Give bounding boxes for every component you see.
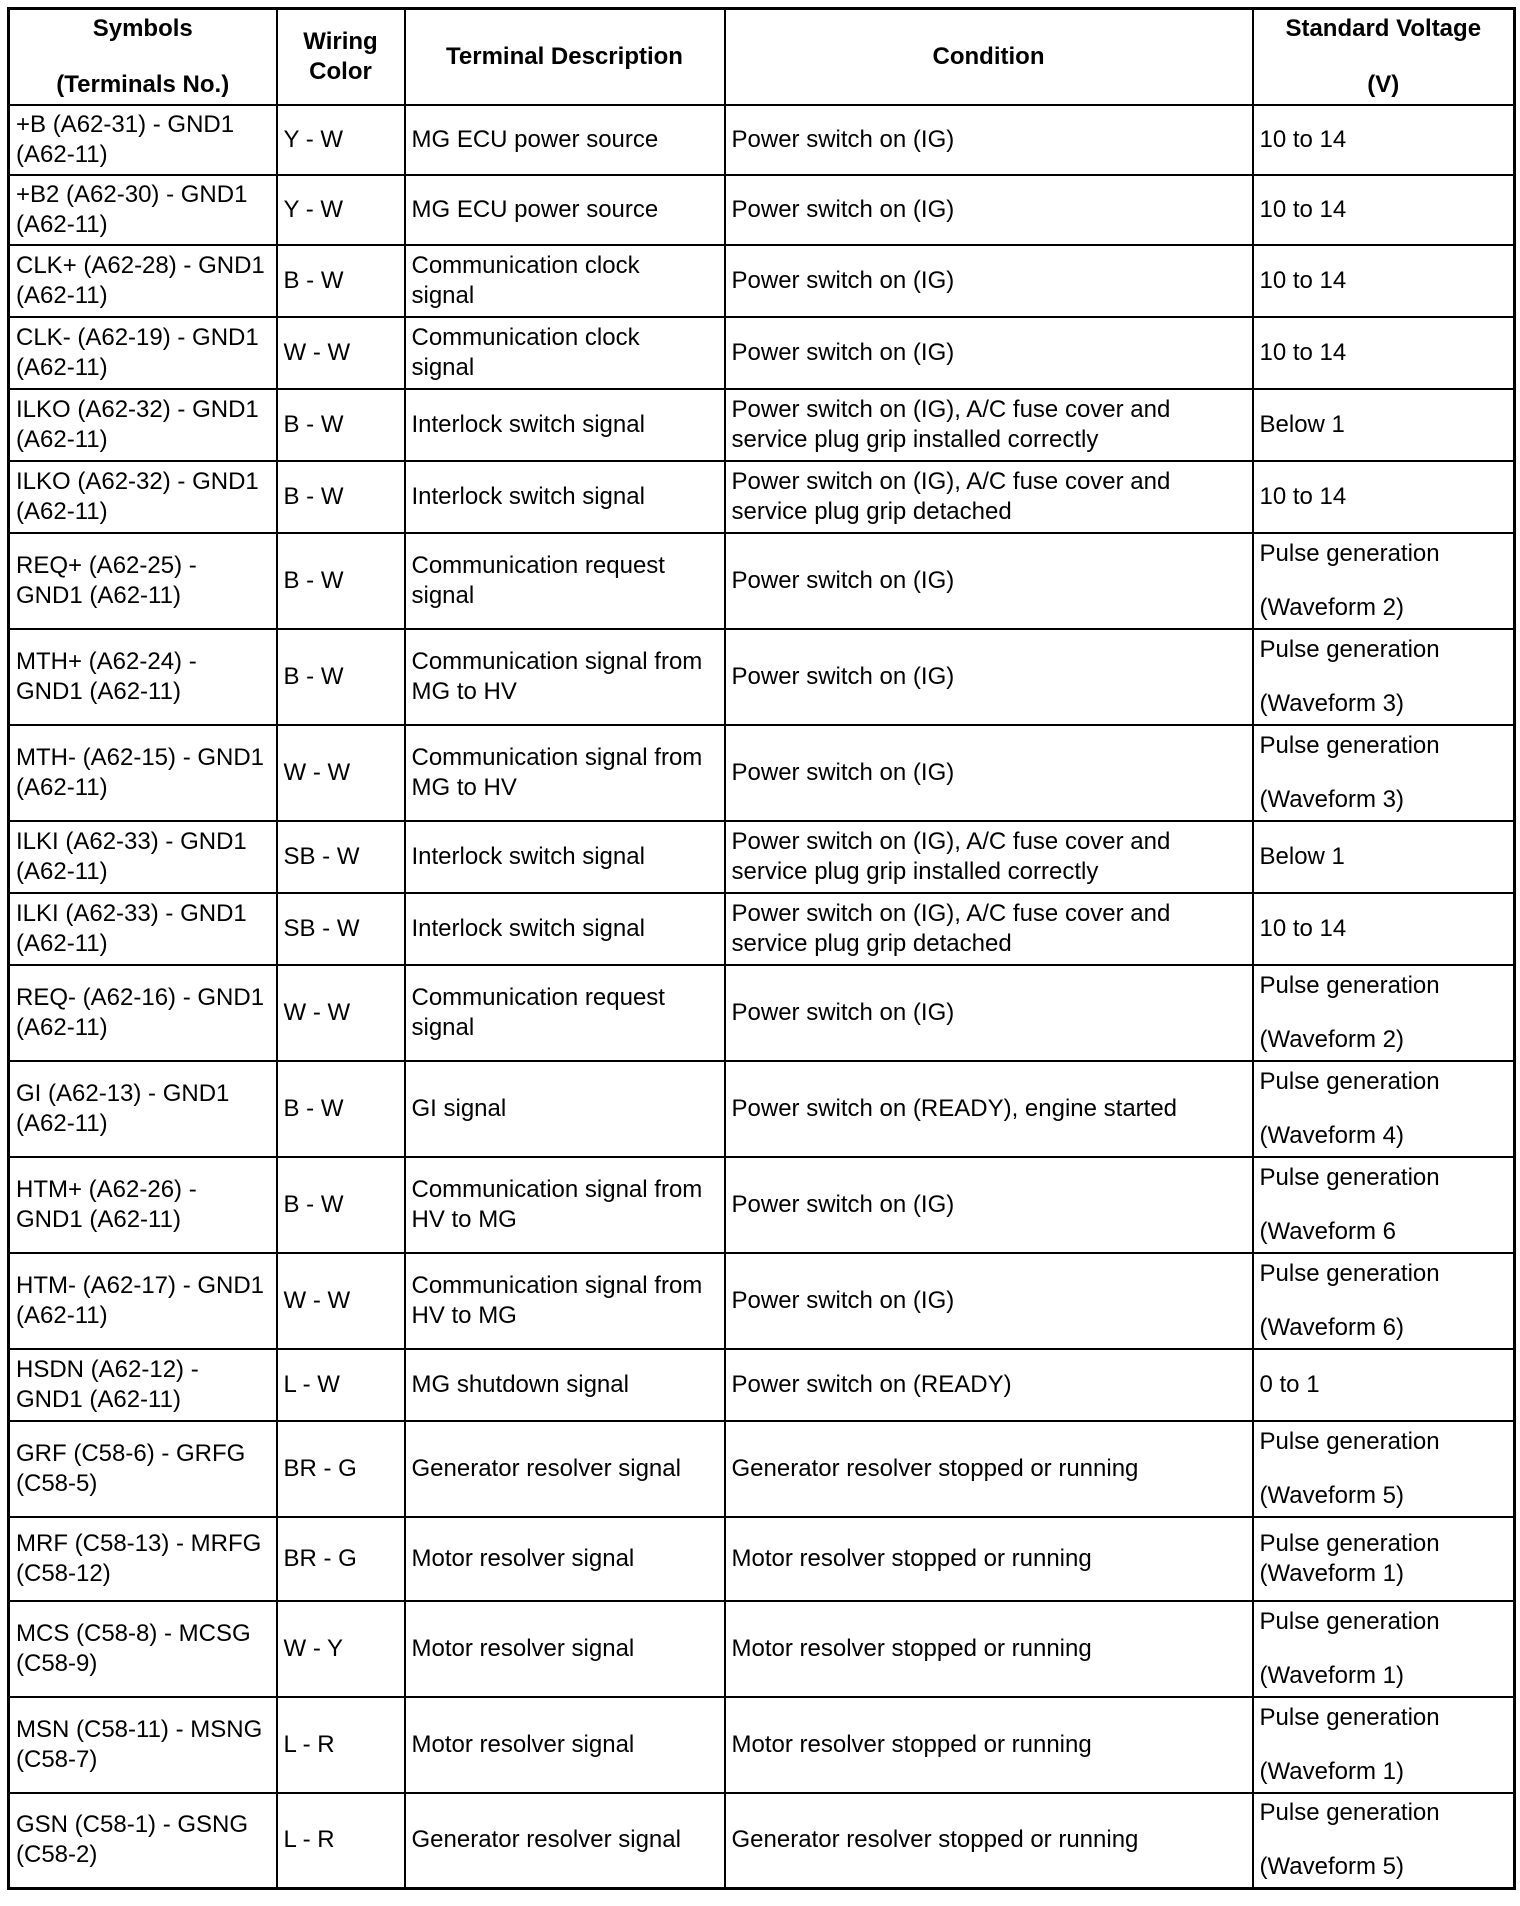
wiring-color-cell-line: L - R [283,1826,335,1854]
symbols-cell-line: MTH+ (A62-24) - [16,647,197,675]
standard-voltage-cell-line: (Waveform 1) [1259,1559,1404,1587]
symbols-cell-line: CLK- (A62-19) - GND1 [16,323,259,351]
standard-voltage-cell-line: 10 to 14 [1259,914,1347,942]
wiring-color-cell [277,1157,405,1253]
symbols-cell-line: GND1 (A62-11) [16,1205,181,1233]
condition-cell [725,1349,1253,1421]
symbols-cell-line: GND1 (A62-11) [16,1385,181,1413]
symbols-cell-line: (C58-7) [16,1745,98,1773]
wiring-color-cell-line: W - Y [283,1634,344,1662]
standard-voltage-cell [1253,317,1515,389]
condition-cell-line: Power switch on (READY) [731,1370,1012,1398]
condition-cell-line: Power switch on (IG) [731,998,955,1026]
symbols-cell-line: GND1 (A62-11) [16,581,181,609]
symbols-cell [9,533,277,629]
wiring-color-cell [277,965,405,1061]
wiring-color-cell [277,317,405,389]
wiring-header-line2: Color [309,57,372,85]
table-row [9,461,1515,533]
standard-voltage-cell [1253,1601,1515,1697]
table-row [9,1421,1515,1517]
condition-cell-line: Power switch on (IG) [731,1190,955,1218]
symbols-cell-line: ILKI (A62-33) - GND1 [16,899,247,927]
standard-voltage-cell-line: 10 to 14 [1259,266,1347,294]
symbols-cell-line: (C58-12) [16,1559,111,1587]
wiring-color-cell-line: Y - W [283,125,344,153]
condition-cell [725,1253,1253,1349]
terminal-description-cell-line: HV to MG [411,1301,517,1329]
standard-voltage-cell-line: Pulse generation [1259,1067,1440,1095]
wiring-color-cell [277,1253,405,1349]
symbols-cell-line: GI (A62-13) - GND1 [16,1079,230,1107]
terminal-description-cell-line: Interlock switch signal [411,842,645,870]
wiring-color-cell [277,245,405,317]
standard-voltage-cell-line: 0 to 1 [1259,1370,1320,1398]
symbols-cell-line: (A62-11) [16,497,108,525]
symbols-cell-line: GRF (C58-6) - GRFG [16,1439,246,1467]
condition-cell-line: Power switch on (IG) [731,566,955,594]
table-row [9,893,1515,965]
symbols-cell-line: (C58-2) [16,1841,98,1869]
symbols-cell [9,1061,277,1157]
terminal-description-cell [405,1601,725,1697]
terminal-description-cell-line: Communication clock [411,323,640,351]
standard-voltage-cell-line: 10 to 14 [1259,195,1347,223]
standard-voltage-cell [1253,1157,1515,1253]
condition-cell-line: Motor resolver stopped or running [731,1730,1092,1758]
symbols-cell-line: (A62-11) [16,210,108,238]
condition-cell-line: Motor resolver stopped or running [731,1544,1092,1572]
terminal-description-cell [405,105,725,175]
standard-voltage-cell-line: Pulse generation [1259,1427,1440,1455]
symbols-cell-line: (A62-11) [16,1109,108,1137]
symbols-cell-line: (A62-11) [16,773,108,801]
condition-cell-line: service plug grip detached [731,497,1012,525]
standard-voltage-cell [1253,893,1515,965]
symbols-cell [9,1517,277,1601]
symbols-cell-line: REQ- (A62-16) - GND1 [16,983,265,1011]
terminal-description-cell-line: signal [411,1013,475,1041]
condition-cell [725,893,1253,965]
terminal-description-cell-line: Communication request [411,551,665,579]
symbols-cell [9,1421,277,1517]
symbols-cell-line: GND1 (A62-11) [16,677,181,705]
condition-cell-line: Generator resolver stopped or running [731,1454,1139,1482]
table-row [9,105,1515,175]
terminal-description-cell-line: Generator resolver signal [411,1826,681,1854]
table-header-row [9,9,1515,105]
symbols-cell [9,245,277,317]
terminal-description-cell [405,1349,725,1421]
terminal-description-cell [405,1157,725,1253]
wiring-color-cell-line: B - W [283,662,344,690]
standard-voltage-cell [1253,1517,1515,1601]
terminal-description-cell-line: Motor resolver signal [411,1544,635,1572]
condition-cell-line: Generator resolver stopped or running [731,1826,1139,1854]
standard-voltage-cell-line: Pulse generation [1259,731,1440,759]
terminal-description-cell [405,389,725,461]
standard-voltage-cell-line: 10 to 14 [1259,338,1347,366]
standard-voltage-cell-line: Pulse generation [1259,635,1440,663]
symbols-cell-line: +B2 (A62-30) - GND1 [16,180,248,208]
symbols-cell [9,389,277,461]
standard-voltage-cell [1253,1349,1515,1421]
symbols-cell [9,1697,277,1793]
terminal-description-cell-line: Interlock switch signal [411,482,645,510]
table-row [9,725,1515,821]
standard-voltage-cell-line: (Waveform 3) [1259,689,1404,717]
wiring-color-cell-line: B - W [283,482,344,510]
symbols-cell-line: ILKO (A62-32) - GND1 [16,467,259,495]
condition-cell-line: Power switch on (IG) [731,662,955,690]
table-row [9,1157,1515,1253]
condition-cell-line: Power switch on (IG), A/C fuse cover and [731,395,1171,423]
standard-voltage-cell [1253,245,1515,317]
symbols-cell-line: HTM- (A62-17) - GND1 [16,1271,265,1299]
condition-cell [725,533,1253,629]
terminal-description-cell [405,175,725,245]
wiring-color-cell [277,1061,405,1157]
terminal-description-cell-line: MG ECU power source [411,125,659,153]
condition-cell [725,1421,1253,1517]
table-row [9,1793,1515,1889]
symbols-cell-line: (A62-11) [16,929,108,957]
table-row [9,1517,1515,1601]
wiring-color-cell-line: B - W [283,266,344,294]
symbols-cell [9,105,277,175]
symbols-cell-line: +B (A62-31) - GND1 [16,110,235,138]
terminal-description-cell-line: signal [411,353,475,381]
wiring-color-cell-line: BR - G [283,1454,357,1482]
standard-voltage-cell [1253,821,1515,893]
symbols-cell-line: MTH- (A62-15) - GND1 [16,743,265,771]
terminal-description-cell-line: GI signal [411,1094,507,1122]
condition-cell [725,1697,1253,1793]
terminal-description-cell-line: Motor resolver signal [411,1634,635,1662]
condition-cell-line: service plug grip detached [731,929,1012,957]
symbols-cell-line: MCS (C58-8) - MCSG [16,1619,251,1647]
terminal-description-cell [405,1061,725,1157]
standard-voltage-cell-line: (Waveform 6 [1259,1217,1396,1245]
wiring-color-cell-line: SB - W [283,914,360,942]
symbols-cell [9,1349,277,1421]
symbols-cell [9,1601,277,1697]
condition-cell-line: service plug grip installed correctly [731,425,1099,453]
wiring-color-cell [277,1793,405,1889]
condition-cell [725,629,1253,725]
condition-cell [725,389,1253,461]
terminal-description-cell-line: MG to HV [411,773,517,801]
wiring-color-cell [277,1601,405,1697]
table-row [9,245,1515,317]
condition-cell [725,725,1253,821]
symbols-cell [9,821,277,893]
condition-cell [725,245,1253,317]
symbols-cell [9,461,277,533]
wiring-color-cell-line: W - W [283,338,351,366]
symbols-cell-line: (A62-11) [16,425,108,453]
standard-voltage-column-header [1253,9,1515,105]
wiring-color-cell [277,175,405,245]
terminal-description-cell-line: MG shutdown signal [411,1370,629,1398]
terminal-description-cell [405,1517,725,1601]
standard-voltage-cell [1253,105,1515,175]
terminal-description-cell-line: MG to HV [411,677,517,705]
table-row [9,317,1515,389]
symbols-cell-line: (A62-11) [16,1301,108,1329]
voltage-header-line2: (V) [1367,70,1400,98]
wiring-color-cell-line: Y - W [283,195,344,223]
table-row [9,1349,1515,1421]
terminal-description-cell [405,725,725,821]
standard-voltage-cell-line: (Waveform 4) [1259,1121,1404,1149]
wiring-color-cell [277,1349,405,1421]
standard-voltage-cell [1253,1421,1515,1517]
symbols-cell [9,317,277,389]
wiring-color-cell [277,105,405,175]
table-row [9,533,1515,629]
table-row [9,1253,1515,1349]
wiring-color-cell [277,1517,405,1601]
condition-cell [725,1517,1253,1601]
table-row [9,965,1515,1061]
symbols-cell-line: (C58-9) [16,1649,98,1677]
table-body [9,105,1515,1889]
terminal-description-cell [405,893,725,965]
terminal-voltage-table-page [7,7,1513,1890]
table-row [9,821,1515,893]
terminal-description-cell [405,533,725,629]
terminal-description-cell-line: Motor resolver signal [411,1730,635,1758]
symbols-cell-line: GSN (C58-1) - GSNG [16,1811,249,1839]
standard-voltage-cell-line: (Waveform 3) [1259,785,1404,813]
terminal-description-cell-line: Communication request [411,983,665,1011]
wiring-header-line1: Wiring [303,27,378,55]
symbols-cell [9,175,277,245]
symbols-cell-line: (A62-11) [16,857,108,885]
standard-voltage-cell [1253,1253,1515,1349]
condition-cell [725,105,1253,175]
symbols-cell-line: (A62-11) [16,353,108,381]
voltage-header-line1: Standard Voltage [1285,14,1482,42]
symbols-cell-line: HTM+ (A62-26) - [16,1175,197,1203]
standard-voltage-cell-line: 10 to 14 [1259,125,1347,153]
terminal-description-cell [405,965,725,1061]
terminal-description-cell [405,821,725,893]
standard-voltage-cell-line: Pulse generation [1259,1607,1440,1635]
wiring-color-cell [277,1697,405,1793]
symbols-cell [9,1157,277,1253]
symbols-cell-line: ILKI (A62-33) - GND1 [16,827,247,855]
condition-cell [725,175,1253,245]
standard-voltage-cell-line: (Waveform 1) [1259,1661,1404,1689]
standard-voltage-cell [1253,461,1515,533]
condition-cell-line: Power switch on (IG) [731,266,955,294]
standard-voltage-cell [1253,725,1515,821]
standard-voltage-cell [1253,533,1515,629]
terminal-description-cell [405,1253,725,1349]
condition-cell-line: Power switch on (READY), engine started [731,1094,1178,1122]
terminal-description-cell-line: Communication signal from [411,647,703,675]
wiring-color-cell-line: B - W [283,1094,344,1122]
wiring-color-cell-line: SB - W [283,842,360,870]
symbols-cell-line: REQ+ (A62-25) - [16,551,197,579]
terminal-description-cell-line: signal [411,581,475,609]
standard-voltage-cell [1253,1793,1515,1889]
standard-voltage-cell [1253,175,1515,245]
condition-cell [725,1601,1253,1697]
symbols-cell [9,893,277,965]
standard-voltage-cell [1253,1697,1515,1793]
symbols-header-line2: (Terminals No.) [56,70,230,98]
wiring-color-cell-line: B - W [283,566,344,594]
table-row [9,1601,1515,1697]
symbols-cell [9,965,277,1061]
condition-cell [725,1793,1253,1889]
condition-column-header: Condition [725,9,1253,105]
symbols-cell-line: MRF (C58-13) - MRFG [16,1529,262,1557]
symbols-cell [9,629,277,725]
table-row [9,175,1515,245]
wiring-color-cell [277,1421,405,1517]
terminal-description-cell [405,1697,725,1793]
symbols-cell-line: (C58-5) [16,1469,98,1497]
wiring-color-cell-line: L - R [283,1730,335,1758]
condition-cell-line: Power switch on (IG) [731,195,955,223]
symbols-cell [9,1793,277,1889]
standard-voltage-cell-line: 10 to 14 [1259,482,1347,510]
terminal-description-cell-line: Communication clock [411,251,640,279]
condition-cell [725,461,1253,533]
table-row [9,1061,1515,1157]
terminal-description-cell [405,1421,725,1517]
standard-voltage-cell-line: Pulse generation [1259,1799,1440,1827]
wiring-color-cell-line: L - W [283,1370,340,1398]
terminal-description-cell-line: Communication signal from [411,1175,703,1203]
wiring-color-cell [277,533,405,629]
standard-voltage-cell-line: Below 1 [1259,842,1345,870]
condition-cell [725,821,1253,893]
wiring-color-cell [277,725,405,821]
standard-voltage-cell [1253,1061,1515,1157]
standard-voltage-cell-line: (Waveform 2) [1259,593,1404,621]
wiring-color-column-header [277,9,405,105]
standard-voltage-cell-line: Pulse generation [1259,1163,1440,1191]
standard-voltage-cell-line: Pulse generation [1259,971,1440,999]
wiring-color-cell [277,893,405,965]
wiring-color-cell-line: BR - G [283,1544,357,1572]
condition-cell-line: Power switch on (IG) [731,338,955,366]
wiring-color-cell-line: W - W [283,758,351,786]
standard-voltage-cell-line: Pulse generation [1259,1259,1440,1287]
condition-cell [725,317,1253,389]
standard-voltage-cell-line: (Waveform 5) [1259,1481,1404,1509]
condition-cell-line: service plug grip installed correctly [731,857,1099,885]
condition-cell [725,1157,1253,1253]
terminal-description-column-header: Terminal Description [405,9,725,105]
standard-voltage-cell [1253,389,1515,461]
standard-voltage-cell-line: (Waveform 6) [1259,1313,1404,1341]
wiring-color-cell-line: B - W [283,410,344,438]
condition-cell [725,965,1253,1061]
terminal-description-cell [405,317,725,389]
standard-voltage-cell-line: Pulse generation [1259,1703,1440,1731]
terminal-description-cell-line: Generator resolver signal [411,1454,681,1482]
terminal-description-cell [405,1793,725,1889]
terminal-description-cell-line: Interlock switch signal [411,410,645,438]
table-row [9,1697,1515,1793]
condition-cell-line: Power switch on (IG), A/C fuse cover and [731,467,1171,495]
symbols-cell-line: HSDN (A62-12) - [16,1355,199,1383]
symbols-cell-line: (A62-11) [16,1013,108,1041]
condition-cell-line: Power switch on (IG) [731,125,955,153]
wiring-color-cell-line: W - W [283,998,351,1026]
standard-voltage-cell [1253,965,1515,1061]
condition-cell [725,1061,1253,1157]
condition-cell-line: Motor resolver stopped or running [731,1634,1092,1662]
terminal-description-cell-line: HV to MG [411,1205,517,1233]
symbols-cell [9,1253,277,1349]
symbols-header-line1: Symbols [92,14,193,42]
condition-cell-line: Power switch on (IG) [731,758,955,786]
terminal-description-cell-line: Communication signal from [411,1271,703,1299]
table-row [9,629,1515,725]
wiring-color-cell-line: B - W [283,1190,344,1218]
condition-cell-line: Power switch on (IG) [731,1286,955,1314]
terminal-description-cell-line: Communication signal from [411,743,703,771]
wiring-color-cell [277,821,405,893]
symbols-cell [9,725,277,821]
standard-voltage-cell-line: (Waveform 2) [1259,1025,1404,1053]
standard-voltage-cell-line: (Waveform 5) [1259,1853,1404,1881]
symbols-cell-line: MSN (C58-11) - MSNG [16,1715,263,1743]
terminal-voltage-table [7,7,1516,1890]
symbols-cell-line: (A62-11) [16,140,108,168]
wiring-color-cell [277,461,405,533]
wiring-color-cell [277,389,405,461]
terminal-description-cell [405,461,725,533]
standard-voltage-cell-line: Below 1 [1259,410,1345,438]
standard-voltage-cell-line: Pulse generation [1259,1529,1440,1557]
terminal-description-cell-line: Interlock switch signal [411,914,645,942]
table-row [9,389,1515,461]
standard-voltage-cell-line: (Waveform 1) [1259,1757,1404,1785]
symbols-column-header [9,9,277,105]
terminal-description-cell [405,629,725,725]
terminal-description-cell [405,245,725,317]
terminal-description-cell-line: MG ECU power source [411,195,659,223]
symbols-cell-line: CLK+ (A62-28) - GND1 [16,251,265,279]
standard-voltage-cell-line: Pulse generation [1259,539,1440,567]
terminal-description-cell-line: signal [411,281,475,309]
wiring-color-cell-line: W - W [283,1286,351,1314]
symbols-cell-line: ILKO (A62-32) - GND1 [16,395,259,423]
condition-cell-line: Power switch on (IG), A/C fuse cover and [731,899,1171,927]
condition-cell-line: Power switch on (IG), A/C fuse cover and [731,827,1171,855]
standard-voltage-cell [1253,629,1515,725]
symbols-cell-line: (A62-11) [16,281,108,309]
wiring-color-cell [277,629,405,725]
